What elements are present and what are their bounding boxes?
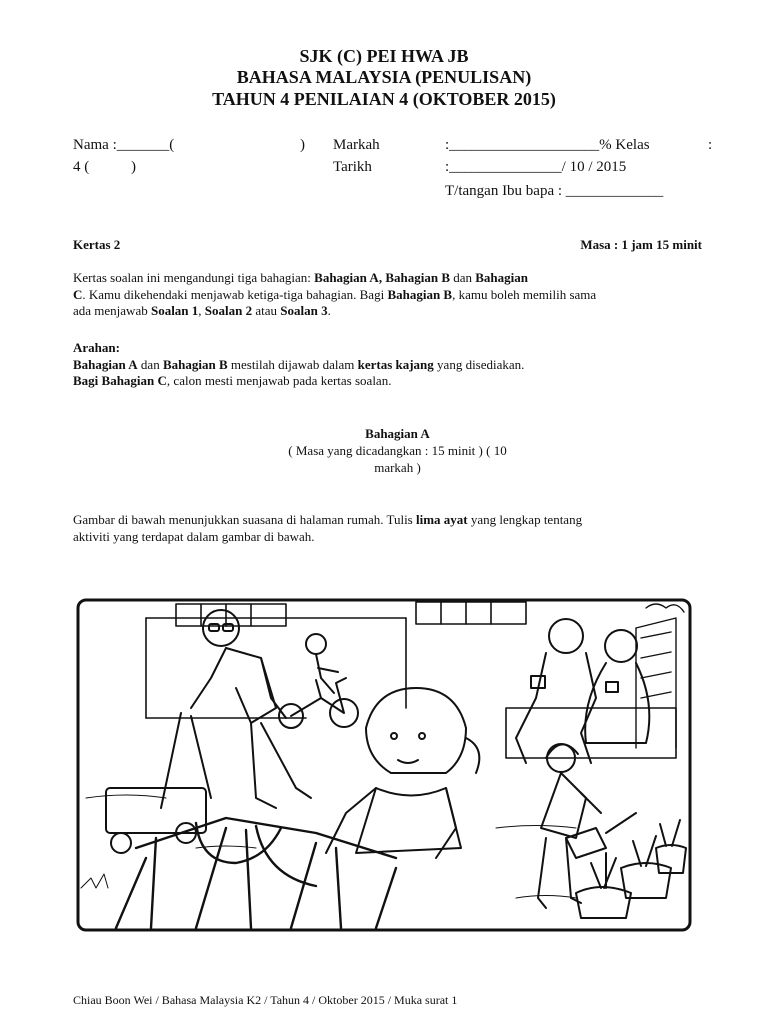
nama-close: ): [300, 137, 305, 153]
instructions: Arahan: Bahagian A dan Bahagian B mestilah dijawab dalam kertas kajang yang disediakan. Bagi Bahagian C, calon mesti menjawab pada kertas soalan.: [73, 340, 525, 388]
section-a-marks: markah ): [374, 460, 421, 475]
watering-can-icon: [566, 813, 636, 858]
yard-illustration: [76, 598, 692, 932]
markah-label: Markah: [333, 137, 380, 153]
tarikh-field: :_______________/ 10 / 2015: [445, 159, 627, 175]
potted-plants-icon: [576, 820, 686, 918]
nama-field: Nama :_______(: [73, 137, 175, 153]
kelas-colon: :: [708, 137, 713, 153]
markah-field: :____________________% Kelas: [445, 137, 650, 153]
laundry-rack-icon: [116, 818, 396, 928]
girl-icon: [326, 688, 479, 858]
signature-field: T/tangan Ibu bapa : _____________: [445, 183, 664, 199]
instructions-title: Arahan:: [73, 340, 120, 355]
school-name: SJK (C) PEI HWA JB: [299, 46, 469, 66]
section-a-time: ( Masa yang dicadangkan : 15 minit ) ( 10: [288, 443, 507, 458]
lawn-mower-icon: [106, 713, 211, 853]
exam-title: TAHUN 4 PENILAIAN 4 (OKTOBER 2015): [212, 89, 556, 109]
masa-label: Masa : 1 jam 15 minit: [580, 237, 702, 252]
kertas-label: Kertas 2: [73, 237, 121, 252]
kelas-close: ): [131, 159, 136, 175]
subject-title: BAHASA MALAYSIA (PENULISAN): [236, 67, 532, 87]
page-footer: Chiau Boon Wei / Bahasa Malaysia K2 / Tahun 4 / Oktober 2015 / Muka surat 1: [73, 993, 458, 1007]
tarikh-label: Tarikh: [333, 159, 372, 175]
father-icon: [191, 610, 311, 808]
question-text: Gambar di bawah menunjukkan suasana di halaman rumah. Tulis lima ayat yang lengkap tentang aktiviti yang terdapat dalam gambar di bawah.: [73, 512, 583, 544]
kelas-value: 4 (: [73, 159, 90, 175]
intro-paragraph: Kertas soalan ini mengandungi tiga bahagian: Bahagian A, Bahagian B dan Bahagian C. Kamu dikehendaki menjawab ketiga-tiga bahagian. Bagi Bahagian B, kamu boleh memilih sama ada menjawab Soalan 1, Soalan 2 atau Soalan 3.: [73, 270, 597, 318]
section-a-title: Bahagian A: [365, 426, 430, 441]
bicycle-boy-icon: [279, 634, 358, 728]
grandparents-icon: [506, 619, 676, 763]
